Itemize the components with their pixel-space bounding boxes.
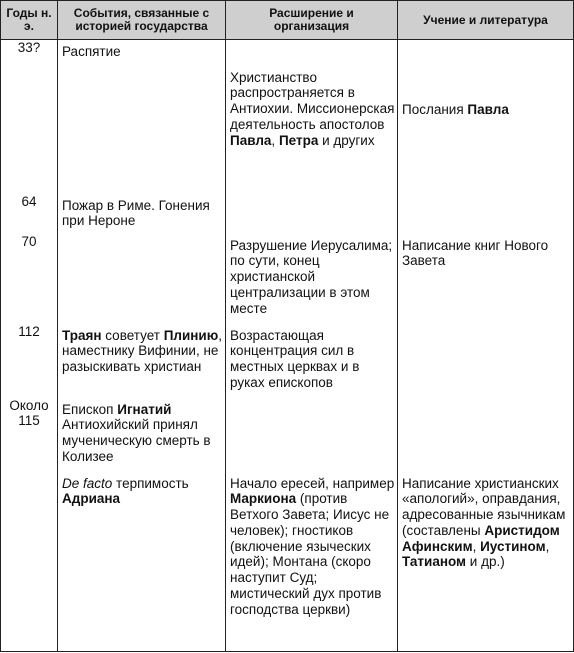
events-text: Антиохийский принял мученическую смерть в Колизее [62,417,211,464]
events-cell [58,472,226,652]
events-name-ignatius: Игнатий [117,401,172,417]
spread-text: Начало ересей, например [230,475,395,491]
table-row [1,472,574,652]
year-cell: 33? [1,40,58,66]
table-row [1,66,574,194]
doctrine-name-tatian: Татианом [402,554,467,570]
spread-text: , [271,132,279,148]
events-text: , наместнику Вифинии, не разыскивать христиан [62,327,223,375]
table-body [1,40,574,652]
doctrine-name-aristides: Аристидом Афинским [402,522,560,554]
spread-cell [226,472,398,652]
table-header [1,1,574,40]
spread-cell [226,398,398,472]
year-cell: 64 [1,194,58,234]
events-name-pliny: Плинию [163,327,219,343]
doctrine-cell [398,194,574,234]
spread-name-paul: Павла [230,132,272,148]
table-row [1,194,574,234]
spread-text: Христианство распространяется в Антиохии. Миссионерская деятельность апостолов [230,69,395,132]
spread-cell [226,40,398,66]
doctrine-name-paul: Павла [467,101,509,117]
header-year: Годы н. э. [1,1,58,40]
doctrine-name-justin: Иустином [480,538,546,554]
doctrine-cell [398,398,574,472]
events-cell: Пожар в Риме. Гонения при Нероне [58,194,226,234]
year-cell: 70 [1,234,58,324]
events-cell [58,234,226,324]
events-text: советует [101,327,164,343]
spread-cell [226,66,398,194]
table-row [1,234,574,324]
spread-cell: Возрастающая концентрация сил в местных церквах и в руках епископов [226,324,398,398]
year-cell [1,472,58,652]
header-events: События, связанные с историей государства [58,1,226,40]
doctrine-cell: Написание книг Нового Завета [398,234,574,324]
year-cell: Около 115 [1,398,58,472]
year-cell [1,66,58,194]
spread-text: и других [318,132,375,148]
header-doctrine: Учение и литература [398,1,574,40]
spread-name-marcion: Маркиона [230,491,297,507]
doctrine-text: , [545,538,550,554]
events-cell [58,324,226,398]
events-text: терпимость [112,475,189,491]
header-row [1,1,574,40]
spread-cell: Разрушение Иерусалима; по сути, конец христианской централизации в этом месте [226,234,398,324]
doctrine-cell [398,66,574,194]
spread-cell [226,194,398,234]
events-cell: Распятие [58,40,226,66]
doctrine-cell [398,472,574,652]
table-row [1,324,574,398]
events-cell [58,66,226,194]
events-name-trajan: Траян [62,327,102,343]
doctrine-cell [398,40,574,66]
events-text: Епископ [62,401,118,417]
events-latin-phrase: De facto [62,475,113,491]
doctrine-cell [398,324,574,398]
year-cell: 112 [1,324,58,398]
events-name-hadrian: Адриана [62,491,121,507]
spread-text: (против Ветхого Завета; Иисус не человек); гностиков (включение языческих идей); Монтана (скоро наступит Суд; мистический дух против господства церкви) [230,491,390,617]
spread-name-peter: Петра [278,132,319,148]
doctrine-text: Написание христианских «апологий», оправдания, адресованные язычникам (составлены [402,475,566,538]
header-spread: Расширение и организация [226,1,398,40]
doctrine-text: и др.) [466,554,505,570]
doctrine-text: Послания [402,101,468,117]
table-row [1,40,574,66]
table-row [1,398,574,472]
events-cell [58,398,226,472]
doctrine-text: , [472,538,481,554]
